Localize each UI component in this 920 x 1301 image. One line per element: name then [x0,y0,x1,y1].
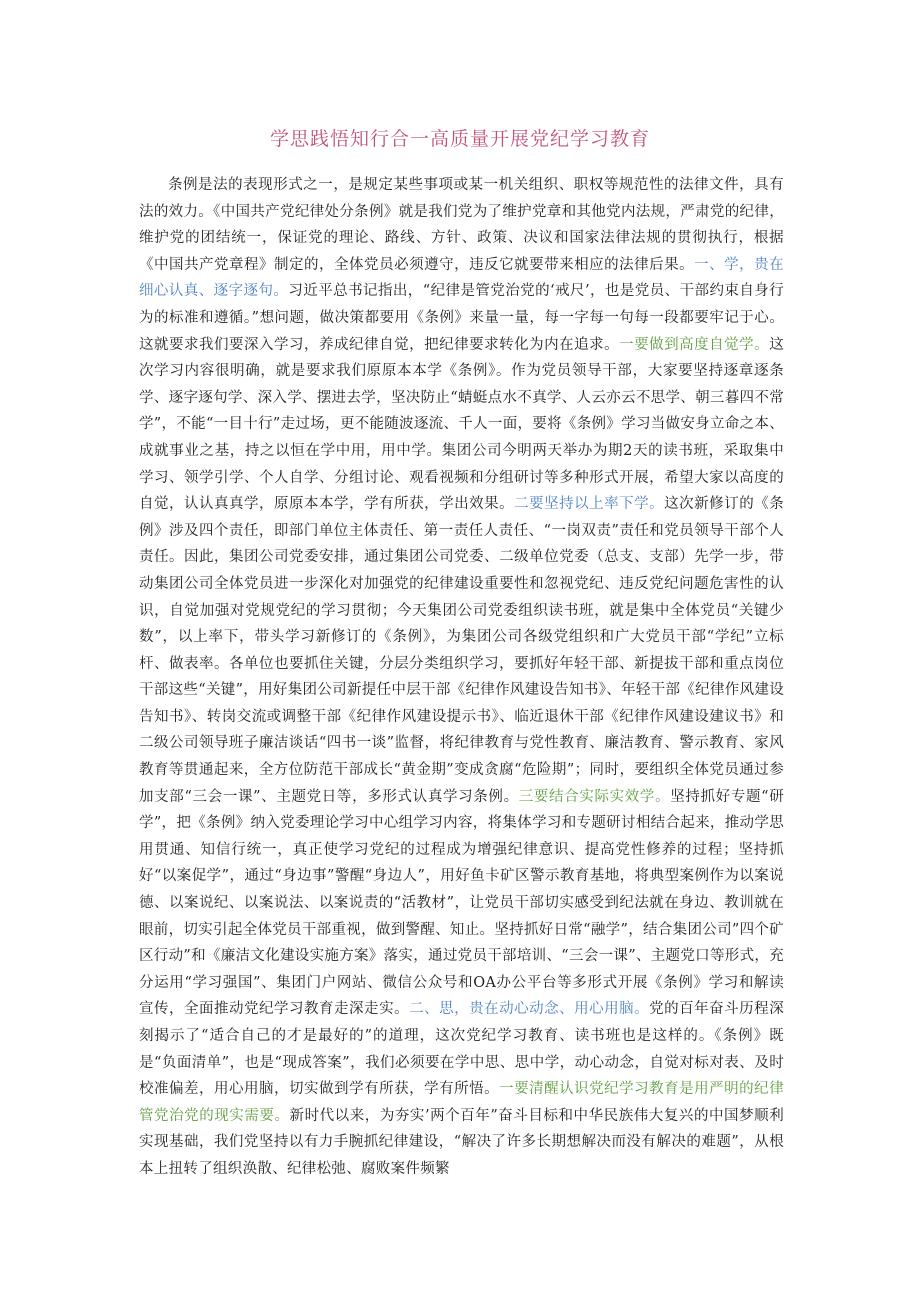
subheading-lead-by-example: 二要坚持以上率下学。 [514,496,665,513]
text-segment: 这次新修订的《条例》涉及四个责任，即部门单位主体责任、第一责任人责任、“一岗双责”责任和党员领导干部个人责任。因此，集团公司党委安排，通过集团公司党委、二级单位党委（总支、支部）先学一步，带动集团公司全体党员进一步深化对加强党的纪律建设重要性和忽视党纪、违反党纪问题危害性的认识，自觉加强对党规党纪的学习贯彻；今天集团公司党委组织读书班，就是集中全体党员“关键少数”，以上率下，带头学习新修订的《条例》，为集团公司各级党组织和广大党员干部“学纪”立标杆、做表率。各单位也要抓住关键，分层分类组织学习，要抓好年轻干部、新提拔干部和重点岗位干部这些“关键”，用好集团公司新提任中层干部《纪律作风建设告知书》、年轻干部《纪律作风建设告知书》、转岗交流或调整干部《纪律作风建设提示书》、临近退休干部《纪律作风建设建议书》和二级公司领导班子廉洁谈话“四书一谈”监督，将纪律教育与党性教育、廉洁教育、警示教育、家风教育等贯通起来，全方位防范干部成长“黄金期”变成贪腐“危险期”；同时，要组织全体党员通过参加支部“三会一课”、主题党日等，多形式认真学习条例。 [139,496,785,805]
text-segment: 习近平总书记指出，“纪律是管党治党的‘戒尺’，也是党员、干部约束自身行为的标准和遵循。”想问题，做决策都要用《条例》来量一量，每一字每一句每一段都要牢记于心。这就要求我们要深入学习，养成纪律自觉，把纪律要求转化为内在追求。 [139,283,784,353]
text-segment: 条例是法的表现形式之一，是规定某些事项或某一机关组织、职权等规范性的法律文件，具有法的效力。《中国共产党纪律处分条例》就是我们党为了维护党章和其他党内法规，严肃党的纪律，维护党的团结统一，保证党的理论、路线、方针、政策、决议和国家法律法规的贯彻执行，根据《中国共产党章程》制定的，全体党员必须遵守，违反它就要带来相应的法律后果。 [139,177,784,273]
text-segment: 新时代以来，为夯实’两个百年”奋斗目标和中华民族伟大复兴的中国梦顺利实现基础，我们党坚持以有力手腕抓纪律建设，“解决了许多长期想解决而没有解决的难题”，从根本上扭转了组织涣散、纪律松弛、腐败案件频繁 [139,1107,785,1177]
text-segment: 党的百年奋斗历程深刻揭示了“适合自己的才是最好的”的道理，这次党纪学习教育、读书班也是这样的。《条例》既是“负面清单”，也是“现成答案”，我们必须要在学中思、思中学，动心动念，自觉对标对表、及时校准偏差，用心用脑，切实做到学有所获，学有所悟。 [139,1001,784,1098]
subheading-clear-understanding: 一要清醒认识党纪学习教育是用严明的纪律管党治党的现实需要。 [139,1081,784,1124]
text-segment: 坚持抓好专题“研学”，把《条例》纳入党委理论学习中心组学习内容，将集体学习和专题研讨相结合起来，推动学思用贯通、知信行统一，真正使学习党纪的过程成为增强纪律意识、提高党性修养的过程；坚持抓好“以案促学”，通过“身边事”警醒“身边人”，用好鱼卡矿区警示教育基地，将典型案例作为以案说德、以案说纪、以案说法、以案说责的“活教材”，让党员干部切实感受到纪法就在身边、教训就在眼前，切实引起全体党员干部重视，做到警醒、知止。坚持抓好日常“融学”，结合集团公司”四个矿区行动”和《廉洁文化建设实施方案》落实，通过党员干部培训、“三会一课”、主题党口等形式，充分运用“学习强国”、集团门户网站、微信公众号和OA办公平台等多形式开展《条例》学习和解读宣传，全面推动党纪学习教育走深走实。 [139,788,785,1018]
document-title: 学思践悟知行合一高质量开展党纪学习教育 [269,128,650,150]
section-heading-learn: 一、学，贵在细心认真、逐字逐句。 [139,256,784,300]
text-segment: 这次学习内容很明确，就是要求我们原原本本学《条例》。作为党员领导干部，大家要坚持逐章逐条学、逐字逐句学、深入学、摆进去学，坚决防止“蜻蜓点水不真学、人云亦云不思学、朝三暮四不常学”，不能“一目十行”走过场，更不能随波逐流、千人一面，要将《条例》学习当做安身立命之本、成就事业之基，持之以恒在学中用，用中学。集团公司今明两天举办为期2天的读书班，采取集中学习、领学引学、个人自学、分组讨论、观看视频和分组研讨等多种形式开展，希望大家以高度的自觉，认认真真学，原原本本学，学有所获，学出效果。 [139,336,784,513]
body-paragraph [139,172,784,1183]
subheading-self-aware-study: 一要做到高度自觉学。 [619,336,770,353]
section-heading-think: 二、思，贵在动心动念、用心用脑。 [409,1001,650,1018]
subheading-practical-study: 三要结合实际实效学。 [518,788,671,805]
